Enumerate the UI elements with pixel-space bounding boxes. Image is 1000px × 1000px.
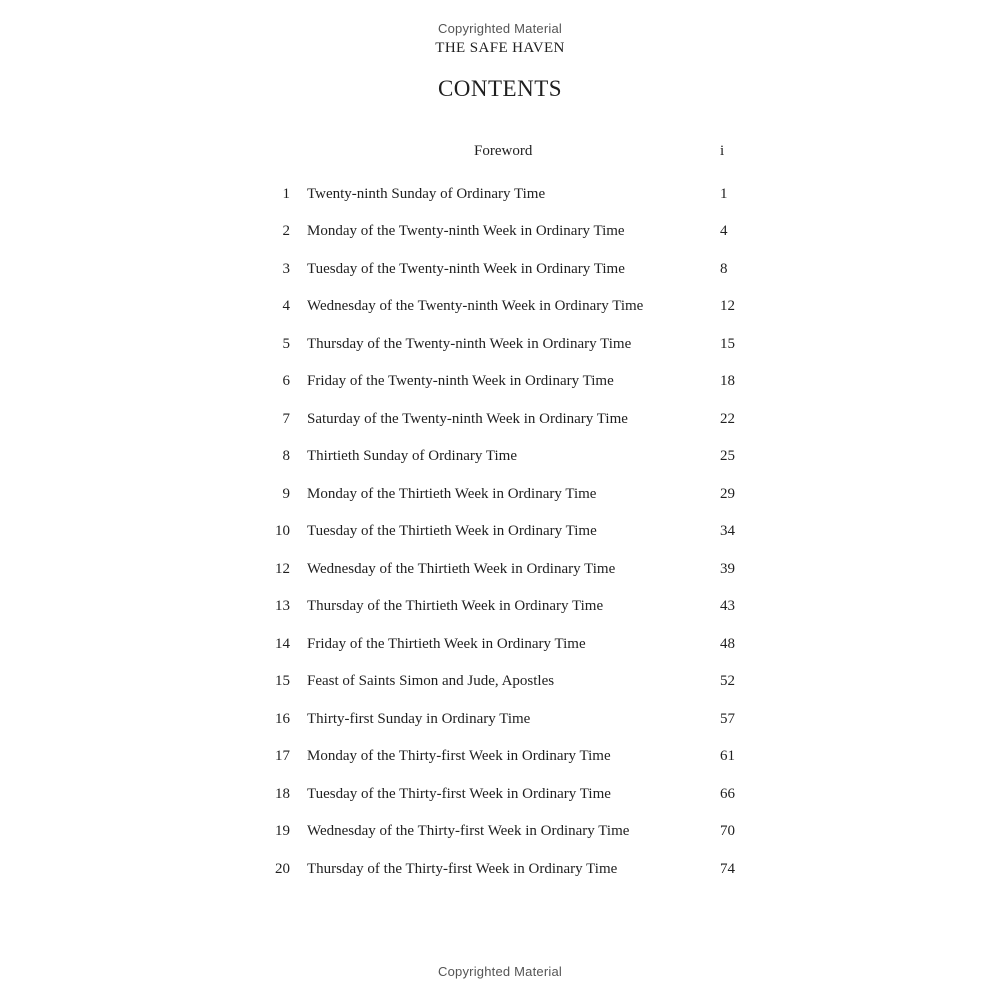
toc-entry[interactable] <box>0 818 1000 856</box>
toc-entry-page: 34 <box>720 523 735 539</box>
table-of-contents <box>0 143 1000 893</box>
toc-entry[interactable] <box>0 593 1000 631</box>
toc-entry-title: Wednesday of the Thirty-first Week in Ordinary Time <box>307 823 630 839</box>
toc-entry-page: 61 <box>720 748 735 764</box>
toc-entry-title: Tuesday of the Twenty-ninth Week in Ordinary Time <box>307 260 625 277</box>
toc-entry-title: Saturday of the Twenty-ninth Week in Ordinary Time <box>307 410 628 427</box>
toc-entry-title: Tuesday of the Thirty-first Week in Ordinary Time <box>307 785 611 802</box>
toc-entry-page: 8 <box>720 260 728 277</box>
toc-entry-page: 57 <box>720 710 735 727</box>
toc-entry-title: Friday of the Thirtieth Week in Ordinary Time <box>307 635 586 652</box>
toc-entry-page: 39 <box>720 560 735 577</box>
toc-entry-page: 66 <box>720 785 735 802</box>
toc-entry[interactable] <box>0 518 1000 556</box>
toc-entry-list <box>0 181 1000 894</box>
toc-entry-title: Thursday of the Twenty-ninth Week in Ordinary Time <box>307 335 632 352</box>
toc-entry-number: 14 <box>275 635 290 652</box>
toc-entry-number: 20 <box>275 860 290 877</box>
toc-entry-number: 2 <box>282 223 290 239</box>
toc-entry-title: Thursday of the Thirtieth Week in Ordinary Time <box>307 598 604 614</box>
toc-entry-number: 16 <box>275 710 290 727</box>
toc-entry-page: 52 <box>720 673 735 689</box>
toc-entry[interactable] <box>0 443 1000 481</box>
toc-foreword-title: Foreword <box>474 143 533 159</box>
running-head: THE SAFE HAVEN <box>435 40 565 56</box>
toc-entry-title: Feast of Saints Simon and Jude, Apostles <box>307 673 555 689</box>
contents-heading: CONTENTS <box>437 76 563 101</box>
toc-entry-number: 19 <box>275 823 290 839</box>
toc-entry-title: Wednesday of the Thirtieth Week in Ordinary Time <box>307 560 616 577</box>
toc-entry[interactable] <box>0 481 1000 519</box>
toc-entry-title: Wednesday of the Twenty-ninth Week in Ordinary Time <box>307 298 644 314</box>
toc-entry[interactable] <box>0 743 1000 781</box>
toc-foreword-entry[interactable] <box>0 143 1000 169</box>
toc-entry-number: 15 <box>275 673 290 689</box>
toc-entry-number: 12 <box>275 560 290 577</box>
toc-entry-title: Monday of the Thirtieth Week in Ordinary Time <box>307 485 597 502</box>
toc-entry-number: 9 <box>282 485 290 502</box>
toc-entry-page: 4 <box>720 223 728 239</box>
toc-entry-page: 43 <box>720 598 735 614</box>
toc-entry[interactable] <box>0 293 1000 331</box>
toc-entry-title: Thursday of the Thirty-first Week in Ordinary Time <box>307 860 618 877</box>
toc-entry-page: 22 <box>720 410 735 427</box>
toc-foreword-page: i <box>720 143 725 159</box>
toc-entry-number: 7 <box>282 410 290 427</box>
toc-entry-number: 8 <box>282 448 290 464</box>
toc-entry-title: Thirtieth Sunday of Ordinary Time <box>307 448 517 464</box>
toc-entry-number: 18 <box>275 785 290 802</box>
toc-entry[interactable] <box>0 668 1000 706</box>
toc-entry-page: 25 <box>720 448 735 464</box>
copyright-watermark-top: Copyrighted Material <box>438 21 562 36</box>
toc-entry-page: 12 <box>720 298 735 314</box>
toc-entry-title: Thirty-first Sunday in Ordinary Time <box>307 710 531 727</box>
toc-entry-page: 74 <box>720 860 735 877</box>
toc-entry[interactable] <box>0 331 1000 369</box>
toc-entry-number: 17 <box>275 748 290 764</box>
toc-entry-title: Twenty-ninth Sunday of Ordinary Time <box>307 185 546 202</box>
toc-entry[interactable] <box>0 218 1000 256</box>
toc-entry[interactable] <box>0 781 1000 819</box>
toc-entry[interactable] <box>0 631 1000 669</box>
toc-entry-number: 10 <box>275 523 290 539</box>
toc-entry-page: 48 <box>720 635 735 652</box>
toc-entry-title: Friday of the Twenty-ninth Week in Ordinary Time <box>307 373 614 389</box>
toc-entry-number: 4 <box>282 298 290 314</box>
toc-entry[interactable] <box>0 368 1000 406</box>
copyright-watermark-bottom: Copyrighted Material <box>438 964 562 979</box>
toc-entry[interactable] <box>0 256 1000 294</box>
toc-entry-page: 1 <box>720 185 728 202</box>
toc-entry[interactable] <box>0 181 1000 219</box>
toc-entry-page: 29 <box>720 485 735 502</box>
toc-entry-number: 1 <box>282 185 290 202</box>
toc-entry-number: 5 <box>282 335 290 352</box>
toc-entry-number: 6 <box>282 373 290 389</box>
toc-entry[interactable] <box>0 556 1000 594</box>
toc-entry-title: Monday of the Twenty-ninth Week in Ordinary Time <box>307 223 625 239</box>
toc-entry-page: 15 <box>720 335 735 352</box>
toc-entry-page: 70 <box>720 823 735 839</box>
toc-entry-number: 3 <box>282 260 290 277</box>
toc-entry-title: Tuesday of the Thirtieth Week in Ordinary Time <box>307 523 597 539</box>
toc-entry-number: 13 <box>275 598 290 614</box>
toc-entry-page: 18 <box>720 373 735 389</box>
toc-entry[interactable] <box>0 406 1000 444</box>
toc-entry-title: Monday of the Thirty-first Week in Ordinary Time <box>307 748 611 764</box>
toc-entry[interactable] <box>0 706 1000 744</box>
toc-entry[interactable] <box>0 856 1000 894</box>
